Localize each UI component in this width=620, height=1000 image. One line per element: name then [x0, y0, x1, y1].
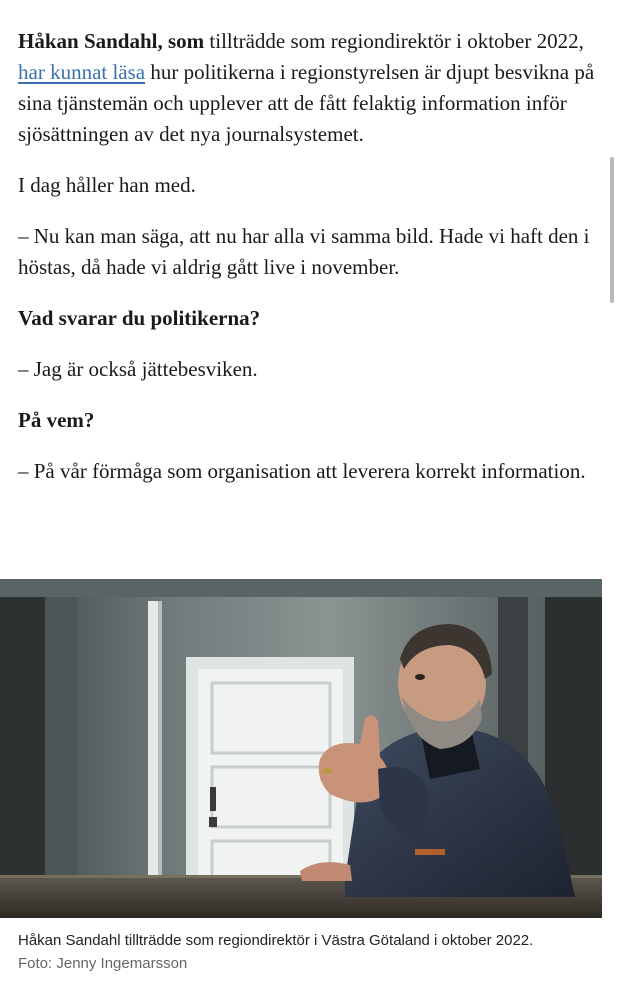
photo-illustration: [0, 579, 602, 918]
interview-answer-1: – Jag är också jättebesviken.: [18, 357, 258, 381]
article-paragraph-1: [18, 26, 602, 150]
article-photo: [0, 579, 602, 918]
interview-answer-2: – På vår förmåga som organisation att leverera korrekt information.: [18, 459, 586, 483]
inline-article-link[interactable]: har kunnat läsa: [18, 60, 146, 84]
article-paragraph-2: I dag håller han med.: [18, 173, 196, 197]
photo-caption: Håkan Sandahl tillträdde som regiondirektör i Västra Götaland i oktober 2022.: [18, 932, 534, 949]
interview-question-2: På vem?: [18, 408, 95, 432]
page-scrollbar[interactable]: [610, 157, 614, 303]
interview-question-1: Vad svarar du politikerna?: [18, 306, 261, 330]
paragraph-text-after-link: hur politikerna i regionstyrelsen är djupt besvikna på sina tjänstemän och upplever att de fått felaktig information inför sjösättningen av det nya journalsystemet.: [18, 60, 595, 146]
lead-bold-text: Håkan Sandahl, som: [18, 29, 205, 53]
article-body: [18, 26, 602, 507]
photo-credit: Foto: Jenny Ingemarsson: [18, 955, 188, 972]
paragraph-text-before-link: tillträdde som regiondirektör i oktober 2022,: [204, 29, 584, 53]
article-paragraph-3: – Nu kan man säga, att nu har alla vi samma bild. Hade vi haft den i höstas, då hade vi aldrig gått live i november.: [18, 224, 590, 279]
